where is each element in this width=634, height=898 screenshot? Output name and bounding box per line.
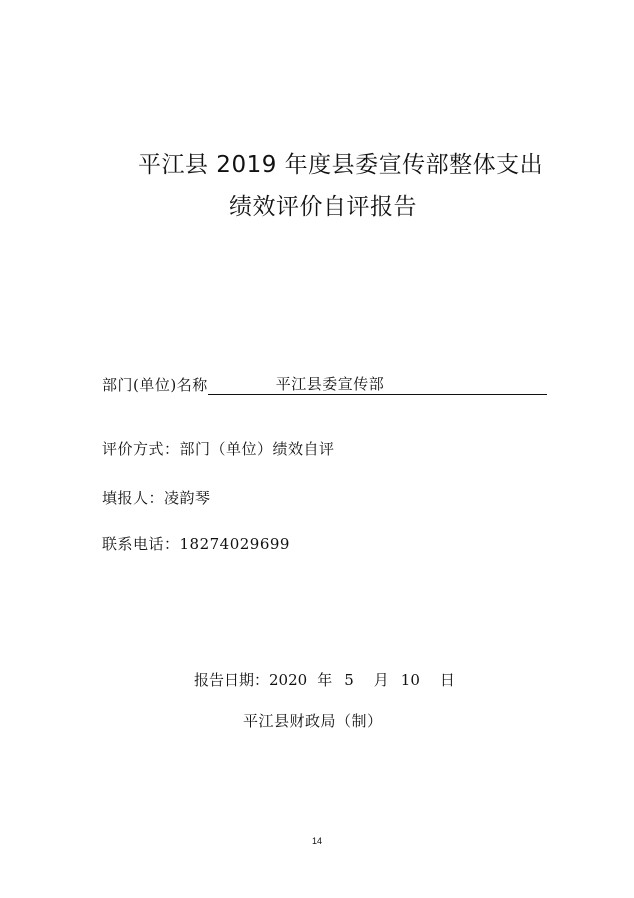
report-date-label: 报告日期： <box>194 671 270 689</box>
report-title-line-1: 平江县 2019 年度县委宣传部整体支出 <box>138 152 544 178</box>
page-number: 14 <box>311 836 322 846</box>
filler-name: 填报人：凌韵琴 <box>102 489 211 507</box>
evaluation-method: 评价方式：部门（单位）绩效自评 <box>102 440 335 458</box>
contact-phone: 联系电话：18274029699 <box>102 535 290 553</box>
report-date-year-unit: 年 <box>317 671 333 689</box>
department-value: 平江县委宣传部 <box>208 375 547 395</box>
report-date-day-unit: 日 <box>439 671 455 689</box>
department-field <box>102 374 547 395</box>
report-date <box>194 669 455 690</box>
report-date-month: 5 <box>344 671 354 689</box>
report-title-line-2: 绩效评价自评报告 <box>229 194 417 220</box>
report-date-day: 10 <box>400 671 420 689</box>
issuer: 平江县财政局（制） <box>243 712 383 730</box>
report-date-month-unit: 月 <box>373 671 389 689</box>
report-date-year: 2020 <box>269 671 308 689</box>
department-label: 部门(单位)名称 <box>102 376 208 394</box>
